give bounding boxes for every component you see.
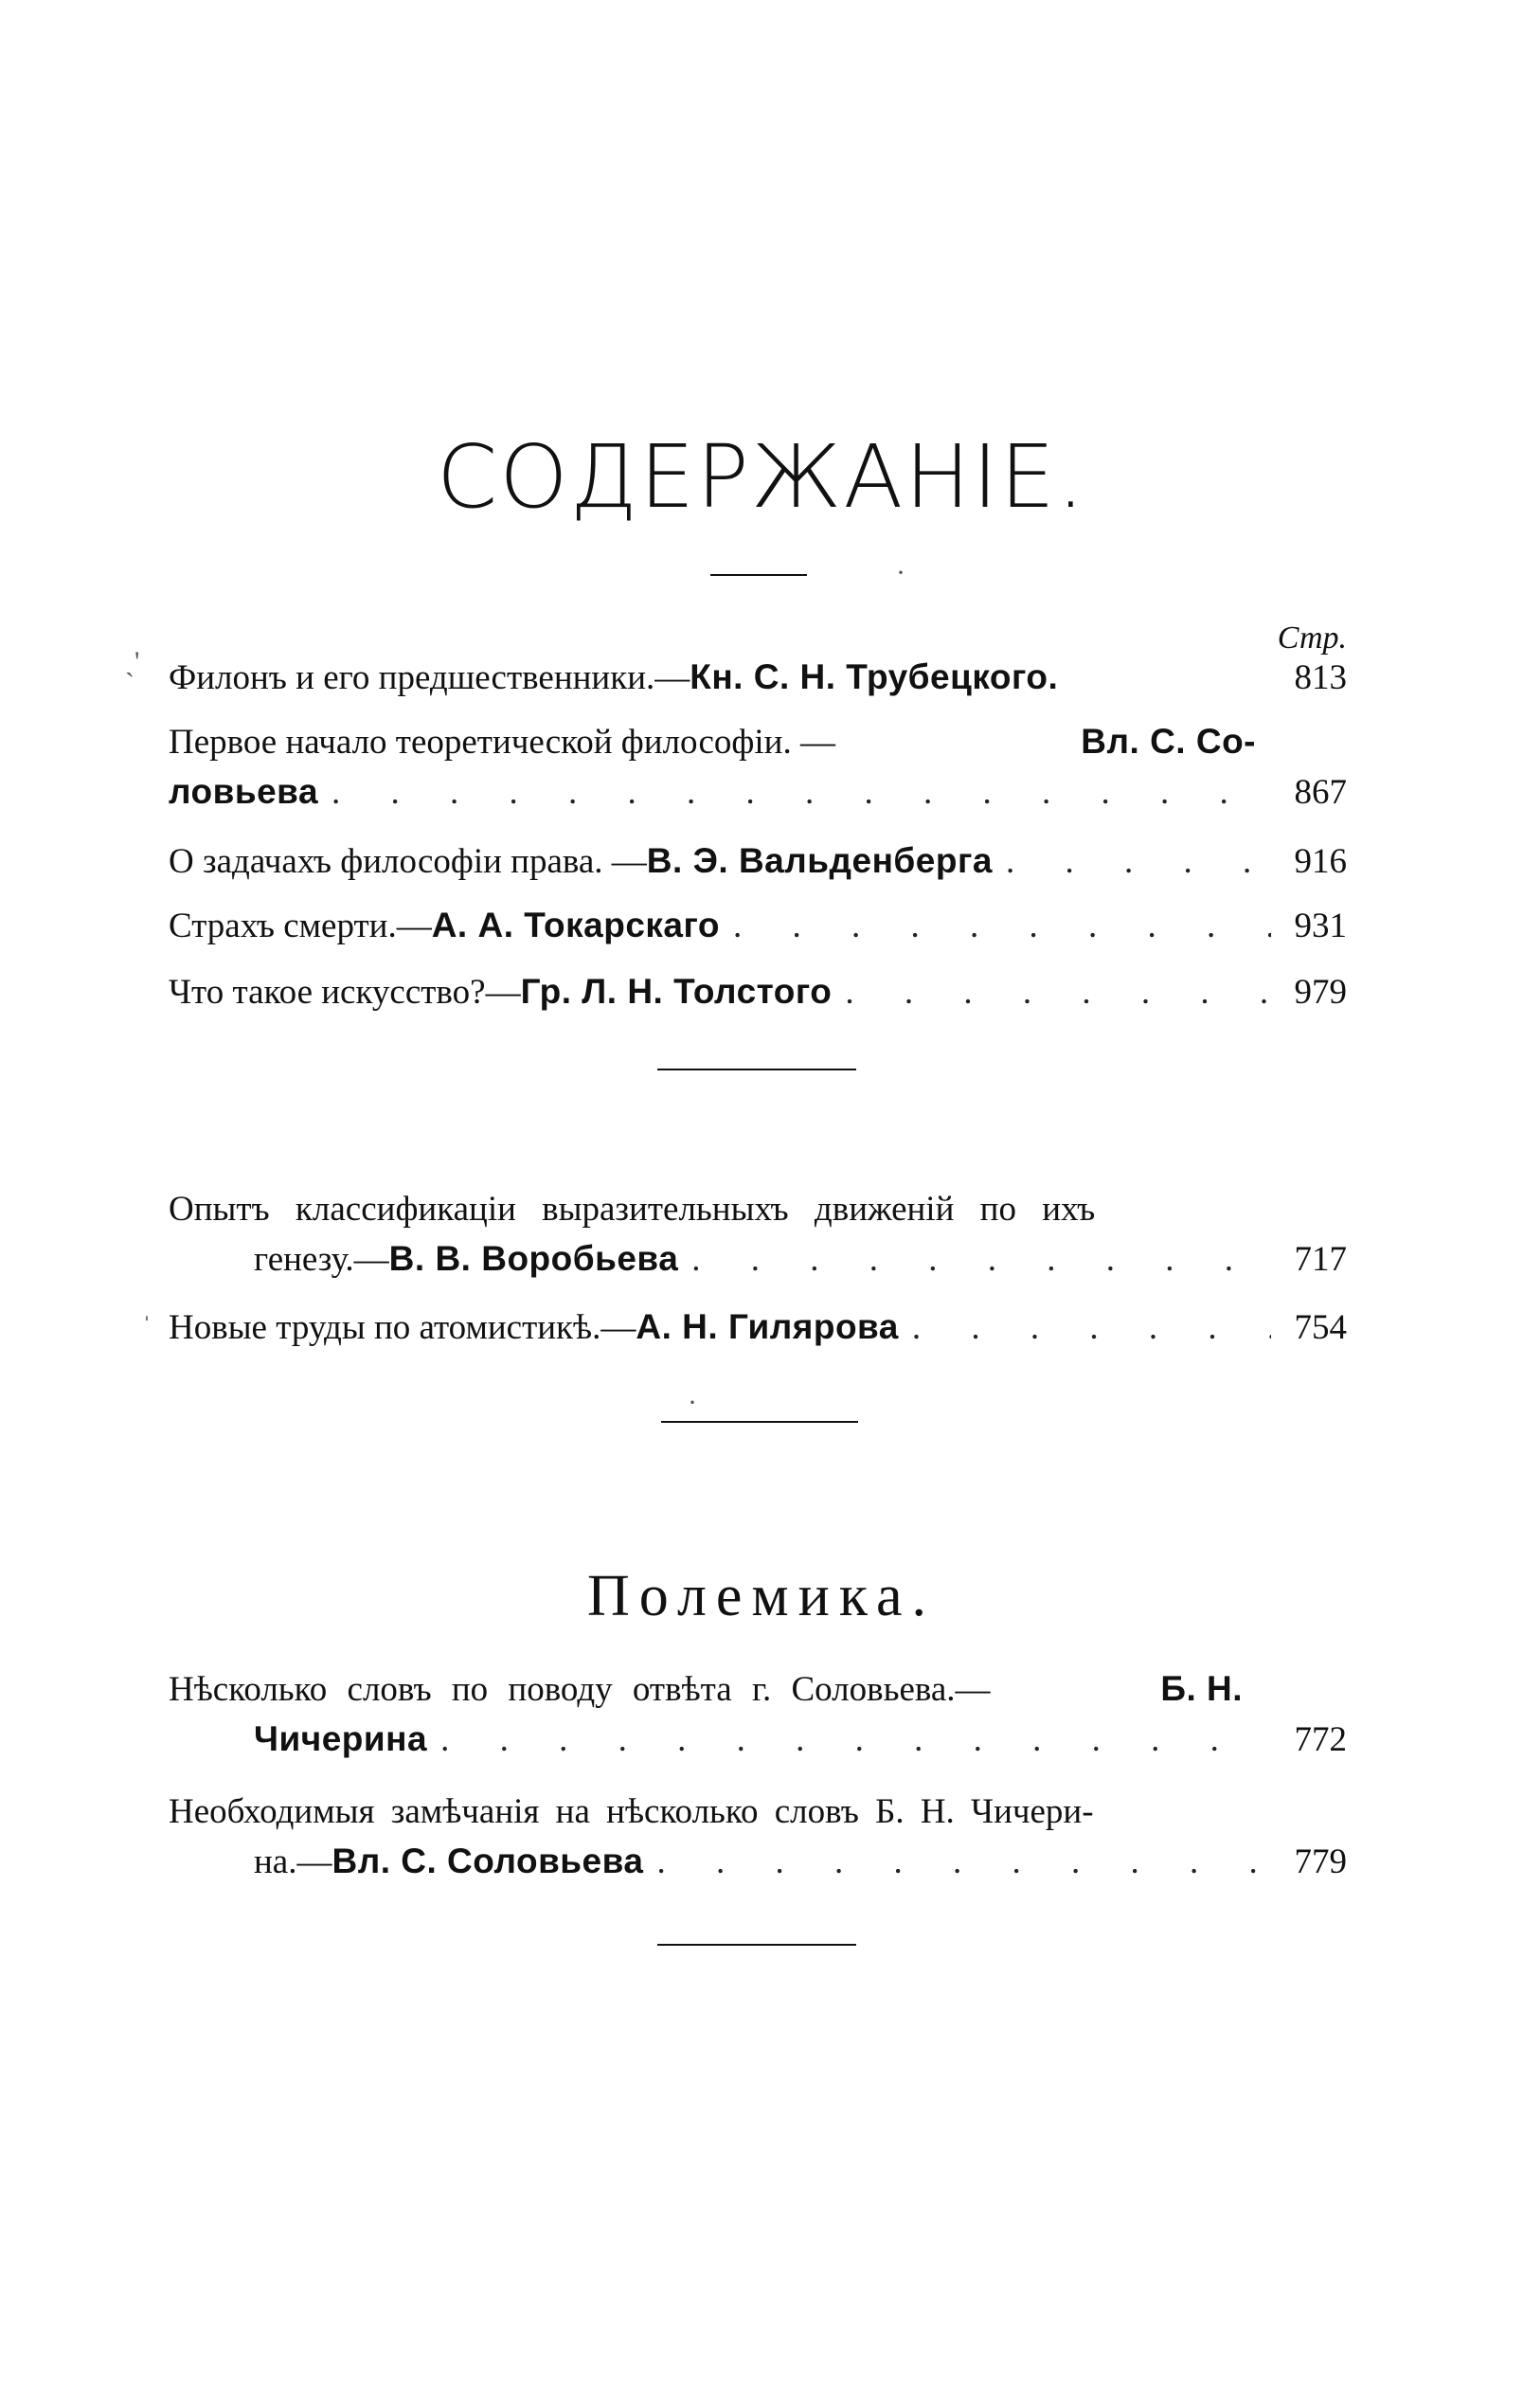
stray-dot: ·	[688, 1387, 697, 1418]
entry-title: Опытъ классификаціи выразительныхъ движеній по ихъ	[169, 1190, 1096, 1229]
entry-title: Новые труды по атомистикѣ.—	[169, 1308, 636, 1347]
entry-page: 916	[1294, 842, 1347, 881]
entry-author: Вл. С. Соловьева	[331, 1842, 644, 1880]
toc-line	[169, 1184, 1246, 1235]
entry-page: 772	[1294, 1720, 1347, 1759]
entry-page: 867	[1294, 773, 1347, 812]
toc-entry-pervoe-nachalo	[169, 716, 1347, 818]
dot-leader	[1006, 836, 1271, 888]
entry-title: генезу.—	[254, 1240, 389, 1279]
toc-line	[169, 1663, 1243, 1716]
entry-title: Первое начало теоретической философіи. —	[169, 723, 835, 762]
entry-author: ловьева	[169, 772, 319, 811]
entry-author: В. Э. Вальденберга	[646, 841, 993, 880]
page-title: СОДЕРЖАНІЕ.	[437, 426, 1086, 528]
toc-line	[169, 716, 1347, 768]
toc-entry-iskusstvo	[169, 966, 1347, 1018]
toc-line	[169, 1302, 1347, 1354]
dot-leader	[440, 1715, 1271, 1766]
title-rule	[710, 574, 807, 576]
toc-line	[169, 766, 1347, 818]
entry-title: Филонъ и его предшественники.—	[169, 658, 690, 697]
entry-title: Нѣсколько словъ по поводу отвѣта г. Соловьева.—	[169, 1670, 991, 1709]
dot-leader	[733, 901, 1271, 952]
toc-entry-filon	[169, 652, 1347, 704]
stray-dot: ·	[896, 557, 905, 588]
section-title-polemika: Полемика.	[586, 1564, 937, 1628]
entry-title: Что такое искусство?—	[169, 973, 521, 1012]
toc-entry-neobkhodimye	[169, 1787, 1347, 1888]
entry-author: Гр. Л. Н. Толстого	[520, 972, 833, 1011]
dot-leader	[845, 967, 1271, 1018]
entry-page: 754	[1294, 1308, 1347, 1347]
section-divider	[661, 1421, 858, 1423]
dot-leader	[331, 767, 1271, 818]
dot-leader	[691, 1234, 1271, 1285]
entry-page: 813	[1294, 658, 1347, 697]
entry-author: Вл. С. Со-	[1081, 722, 1256, 761]
entry-page: 717	[1294, 1240, 1347, 1279]
section-divider	[657, 1069, 856, 1070]
toc-entry-opyt	[169, 1184, 1347, 1285]
page-column-label: Стр.	[1277, 620, 1347, 656]
entry-title: О задачахъ философіи права. —	[169, 842, 647, 881]
entry-page: 931	[1294, 907, 1347, 945]
entry-title: Страхъ смерти.—	[169, 907, 432, 945]
toc-entry-strakh	[169, 900, 1347, 952]
entry-title: на.—	[254, 1842, 332, 1881]
toc-line	[169, 966, 1347, 1018]
margin-mark: ˎ'	[125, 646, 140, 677]
toc-entry-novye-trudy	[169, 1302, 1347, 1354]
entry-page: 779	[1294, 1842, 1347, 1881]
margin-mark: ˈ	[142, 1311, 152, 1342]
entry-author: А. Н. Гилярова	[636, 1307, 899, 1346]
entry-author: Кн. С. Н. Трубецкого.	[690, 657, 1059, 696]
entry-author: Б. Н.	[1160, 1669, 1243, 1708]
entry-author: А. А. Токарскаго	[431, 906, 721, 944]
dot-leader	[656, 1837, 1271, 1888]
entry-author: В. В. Воробьева	[388, 1239, 679, 1278]
toc-line	[169, 652, 1347, 704]
toc-line	[169, 900, 1347, 952]
toc-line	[169, 1787, 1246, 1838]
toc-entry-neskolko-slov	[169, 1663, 1347, 1766]
toc-line	[169, 1714, 1347, 1766]
toc-line	[169, 1836, 1347, 1888]
closing-rule	[657, 1944, 856, 1946]
dot-leader	[912, 1303, 1271, 1354]
entry-title: Необходимыя замѣчанія на нѣсколько словъ Б. Н. Чичери-	[169, 1792, 1094, 1831]
toc-entry-zadachi	[169, 836, 1347, 888]
toc-line	[169, 1233, 1347, 1285]
entry-page: 979	[1294, 973, 1347, 1012]
toc-line	[169, 836, 1347, 888]
entry-author: Чичерина	[254, 1719, 428, 1758]
